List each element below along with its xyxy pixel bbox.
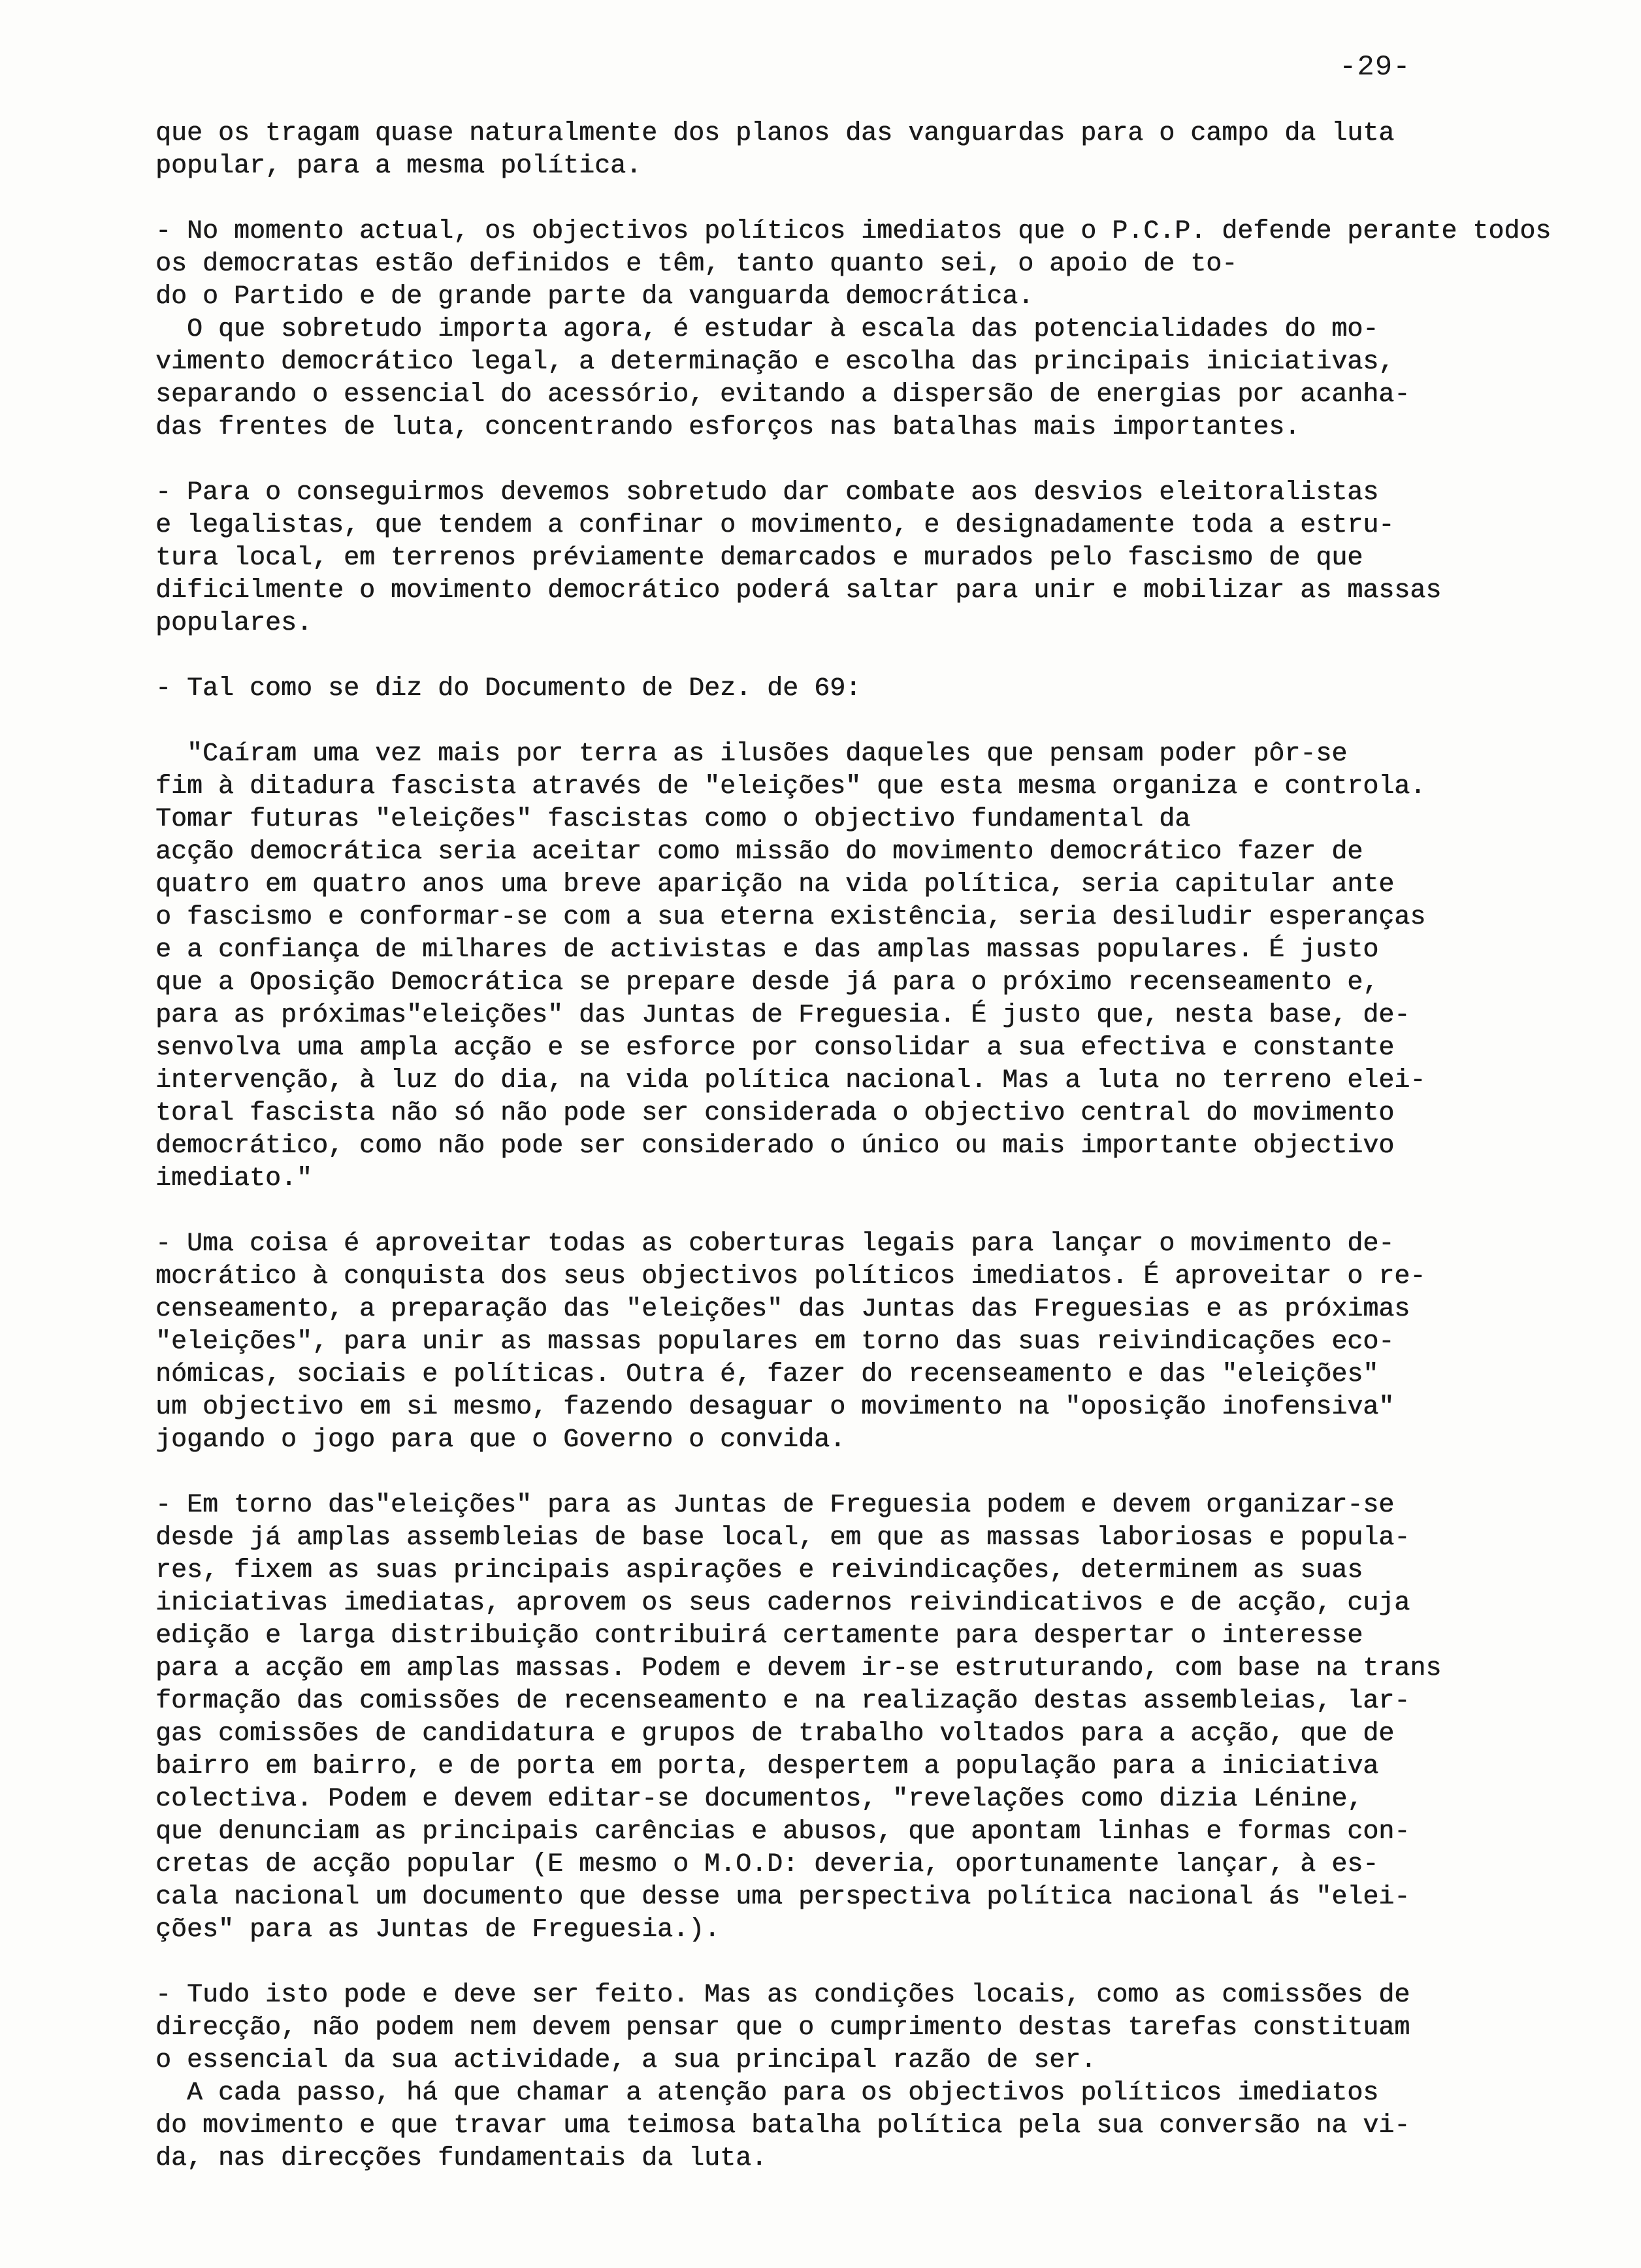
paragraph-7: - Em torno das"eleições" para as Juntas de Freguesia podem e devem organizar-se desde já amplas assembleias de base local, em que as massas laboriosas e popula- res, fixem as suas principais aspirações e reivindicações, determinem as suas iniciativas imediatas, aprovem os seus cadernos reivindicativos e de acção, cuja edição e larga distribuição contribuirá certamente para despertar o interesse para a acção em amplas massas. Podem e devem ir-se estruturando, com base na trans formação das comissões de recenseamento e na realização destas assembleias, lar- gas comissões de candidatura e grupos de trabalho voltados para a acção, que de bairro em bairro, e de porta em porta, despertem a população para a iniciativa colectiva. Podem e devem editar-se documentos, "revelações como dizia Lénine, que denunciam as principais carências e abusos, que apontam linhas e formas con- cretas de acção popular (E mesmo o M.O.D: deveria, oportunamente lançar, à es- cala nacional um documento que desse uma perspectiva política nacional ás "elei- ções" para as Juntas de Freguesia.). — [155, 1491, 1442, 1945]
paragraph-8: - Tudo isto pode e deve ser feito. Mas as condições locais, como as comissões de direcção, não podem nem devem pensar que o cumprimento destas tarefas constituam o essencial da sua actividade, a sua principal razão de ser. A cada passo, há que chamar a atenção para os objectivos políticos imediatos do movimento e que travar uma teimosa batalha política pela sua conversão na vi- da, nas direcções fundamentais da luta. — [155, 1981, 1410, 2173]
quotation-paragraph: "Caíram uma vez mais por terra as ilusões daqueles que pensam poder pôr-se fim à ditadura fascista através de "eleições" que esta mesma organiza e controla. Tomar futuras "eleições" fascistas como o objectivo fundamental da acção democrática seria aceitar como missão do movimento democrático fazer de quatro em quatro anos uma breve aparição na vida política, seria capitular ante o fascismo e conformar-se com a sua eterna existência, seria desiludir esperanças e a confiança de milhares de activistas e das amplas massas populares. É justo que a Oposição Democrática se prepare desde já para o próximo recenseamento e, para as próximas"eleições" das Juntas de Freguesia. É justo que, nesta base, de- senvolva uma ampla acção e se esforce por consolidar a sua efectiva e constante intervenção, à luz do dia, na vida política nacional. Mas a luta no terreno elei- toral fascista não só não pode ser considerada o objectivo central do movimento democrático, como não pode ser considerado o único ou mais importante objectivo imediato." — [155, 739, 1426, 1193]
paragraph-6: - Uma coisa é aproveitar todas as coberturas legais para lançar o movimento de- mocrático à conquista dos seus objectivos políticos imediatos. É aproveitar o re- censeamento, a preparação das "eleições" das Juntas das Freguesias e as próximas "eleições", para unir as massas populares em torno das suas reivindicações eco- nómicas, sociais e políticas. Outra é, fazer do recenseamento e das "eleições" um objectivo em si mesmo, fazendo desaguar o movimento na "oposição inofensiva" jogando o jogo para que o Governo o convida. — [155, 1229, 1426, 1455]
page-number: -29- — [1339, 51, 1411, 84]
paragraph-2: - No momento actual, os objectivos políticos imediatos que o P.C.P. defende perante todos os democratas estão definidos e têm, tanto quanto sei, o apoio de to- do o Partido e de grande parte da vanguarda democrática. O que sobretudo importa agora, é estudar à escala das potencialidades do mo- vimento democrático legal, a determinação e escolha das principais iniciativas, separando o essencial do acessório, evitando a dispersão de energias por acanha- das frentes de luta, concentrando esforços nas batalhas mais importantes. — [155, 217, 1552, 442]
paragraph-1: que os tragam quase naturalmente dos planos das vanguardas para o campo da luta popular, para a mesma política. — [155, 119, 1395, 181]
body-text — [155, 118, 1578, 2175]
paragraph-3: - Para o conseguirmos devemos sobretudo dar combate aos desvios eleitoralistas e legalistas, que tendem a confinar o movimento, e designadamente toda a estru- tura local, em terrenos préviamente demarcados e murados pelo fascismo de que dificilmente o movimento democrático poderá saltar para unir e mobilizar as massas populares. — [155, 478, 1442, 638]
paragraph-4: - Tal como se diz do Documento de Dez. de 69: — [155, 674, 862, 704]
